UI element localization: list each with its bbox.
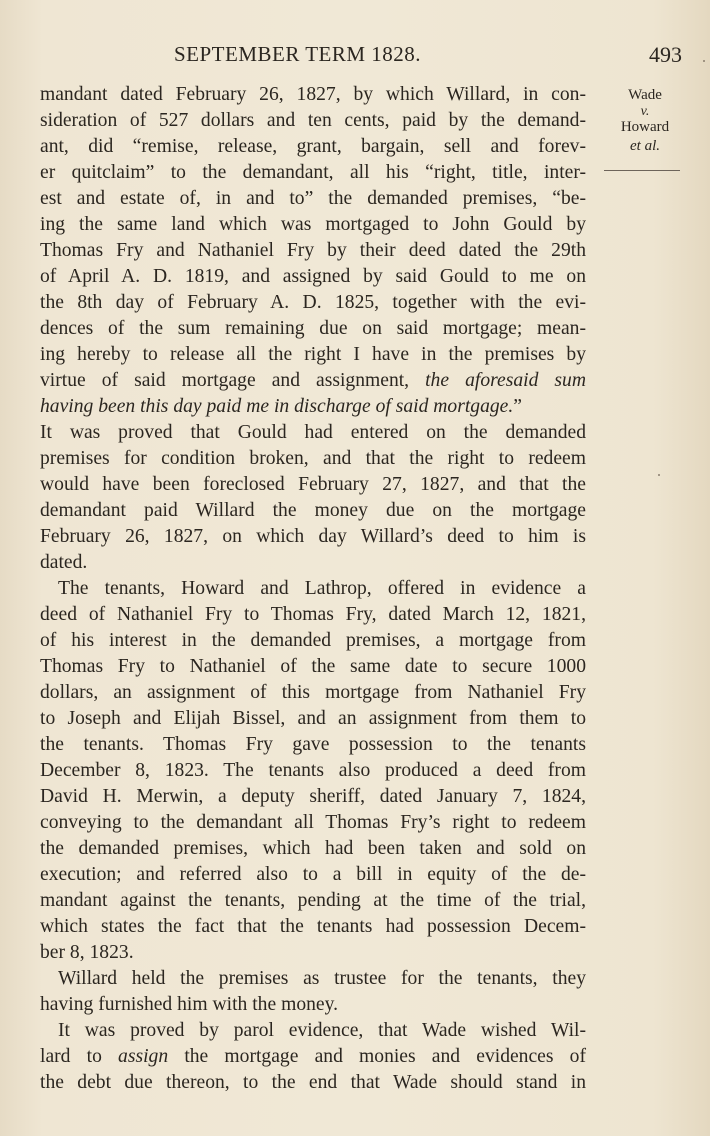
text-line: The tenants, Howard and Lathrop, offered in evidence a (58, 578, 586, 599)
running-head (40, 38, 680, 72)
margin-note-plaintiff: Wade (628, 87, 662, 103)
text-line: the demanded premises, which had been taken and sold on (40, 838, 586, 859)
text-line: December 8, 1823. The tenants also produced a deed from (40, 760, 586, 781)
text-run: virtue of said mortgage and assignment, (40, 370, 410, 391)
italic-text-run: assign (118, 1046, 169, 1067)
text-line: It was proved that Gould had entered on the demanded (40, 422, 586, 443)
text-line (40, 368, 586, 394)
text-line: er quitclaim” to the demandant, all his “right, title, inter- (40, 162, 586, 183)
text-line: ing hereby to release all the right I have in the premises by (40, 344, 586, 365)
text-line: demandant paid Willard the money due on the mortgage (40, 500, 586, 521)
text-line: dated. (40, 552, 88, 573)
text-line: of April A. D. 1819, and assigned by said Gould to me on (40, 266, 586, 287)
text-line: which states the fact that the tenants had possession Decem- (40, 916, 586, 937)
paper-speck (658, 474, 660, 476)
margin-divider (604, 170, 680, 171)
text-line: dollars, an assignment of this mortgage from Nathaniel Fry (40, 682, 586, 703)
text-line: conveying to the demandant all Thomas Fry’s right to redeem (40, 812, 586, 833)
closing-quote: ” (513, 396, 522, 417)
text-line: the tenants. Thomas Fry gave possession to the tenants (40, 734, 586, 755)
margin-note-et-al: et al. (630, 138, 660, 154)
running-title: SEPTEMBER TERM 1828. (174, 42, 422, 66)
text-line: est and estate of, in and to” the demanded premises, “be- (40, 188, 586, 209)
text-line: to Joseph and Elijah Bissel, and an assignment from them to (40, 708, 586, 729)
text-line: February 26, 1827, on which day Willard’s deed to him is (40, 526, 586, 547)
margin-note-defendant: Howard (620, 119, 670, 135)
text-line: deed of Nathaniel Fry to Thomas Fry, dated March 12, 1821, (40, 604, 586, 625)
text-line: Thomas Fry and Nathaniel Fry by their deed dated the 29th (40, 240, 586, 261)
italic-text-run: having been this day paid me in discharge of said mortgage. (40, 396, 514, 417)
text-line: the 8th day of February A. D. 1825, together with the evi- (40, 292, 586, 313)
text-line: dences of the sum remaining due on said mortgage; mean- (40, 318, 586, 339)
text-line: David H. Merwin, a deputy sheriff, dated January 7, 1824, (40, 786, 586, 807)
text-line: having furnished him with the money. (40, 994, 339, 1015)
case-name-margin-note (606, 86, 684, 156)
text-line: execution; and referred also to a bill in equity of the de- (40, 864, 586, 885)
text-line: the debt due thereon, to the end that Wade should stand in (40, 1072, 586, 1093)
text-line: ber 8, 1823. (40, 942, 134, 963)
text-line: mandant against the tenants, pending at the time of the trial, (40, 890, 586, 911)
text-line: would have been foreclosed February 27, 1827, and that the (40, 474, 586, 495)
text-line: Willard held the premises as trustee for the tenants, they (58, 968, 586, 989)
paper-speck (703, 60, 705, 62)
text-line (40, 394, 586, 420)
text-run: the mortgage and monies and evidences of (184, 1046, 586, 1067)
body-text (40, 82, 586, 1096)
text-line: Thomas Fry to Nathaniel of the same date to secure 1000 (40, 656, 586, 677)
page-number: 493 (649, 42, 682, 67)
text-line: ant, did “remise, release, grant, bargain, sell and forev- (40, 136, 586, 157)
text-line: sideration of 527 dollars and ten cents, paid by the demand- (40, 110, 586, 131)
text-line: premises for condition broken, and that the right to redeem (40, 448, 586, 469)
text-run: lard to (40, 1046, 102, 1067)
italic-text-run: the aforesaid sum (425, 370, 586, 391)
margin-note-versus: v. (640, 104, 650, 119)
text-line: of his interest in the demanded premises, a mortgage from (40, 630, 586, 651)
text-line: It was proved by parol evidence, that Wade wished Wil- (58, 1020, 586, 1041)
text-line (40, 1044, 586, 1070)
text-line: ing the same land which was mortgaged to John Gould by (40, 214, 586, 235)
text-line: mandant dated February 26, 1827, by which Willard, in con- (40, 84, 586, 105)
